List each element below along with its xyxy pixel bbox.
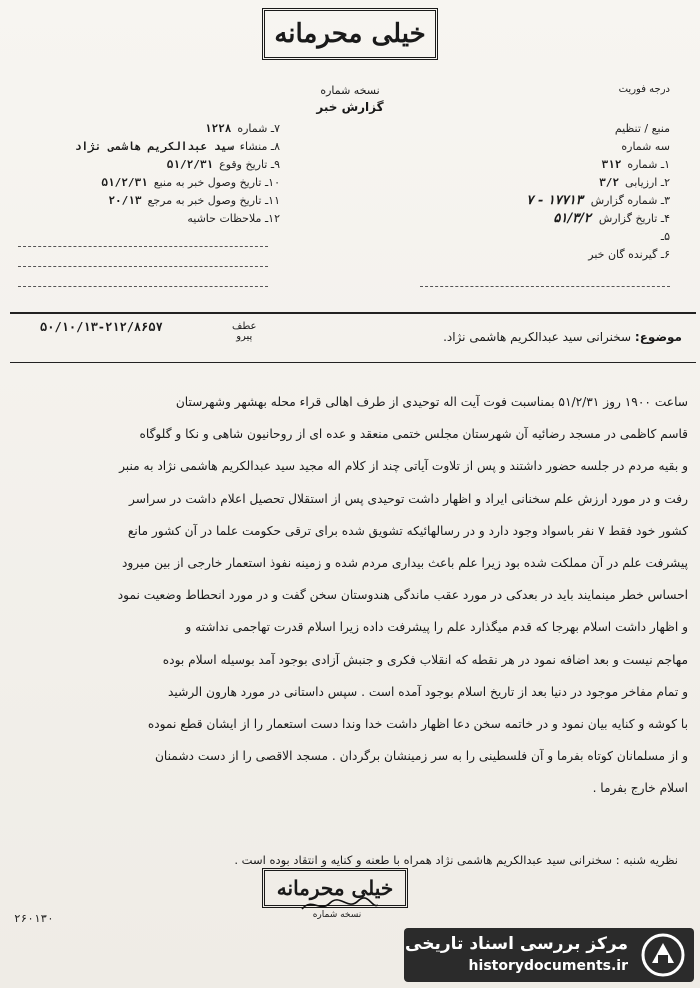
watermark-title: مرکز بررسی اسناد تاریخی (405, 934, 628, 954)
subject-label: موضوع: (634, 330, 682, 344)
blank-line (18, 246, 268, 247)
body-line: و تمام مفاخر موجود در دنیا بعد از تاریخ اسلام بوجود آمده است . سپس داستانی در مورد هارون الرشید (168, 684, 688, 699)
body-line: رفت و در مورد ارزش علم سخنانی ایراد و اظهار داشت توحیدی پس از استقلال تحصیل اعلام داشت در سراسر (129, 491, 688, 506)
field-value: ۵۱/۲/۳۱ (101, 176, 148, 189)
body-line: کشور خود فقط ۷ نفر باسواد وجود دارد و در رسالهائیکه تشویق شده برای ترقی حکومت علما در آن کشور مانع (127, 523, 688, 538)
reference-labels (232, 322, 257, 342)
field-value: ۵۱/۳/۲ (553, 211, 591, 226)
subject-line (302, 330, 682, 344)
body-line: اسلام خارج بفرما . (592, 781, 688, 796)
field-row: ۱۲ـ ملاحظات حاشیه (187, 212, 280, 225)
field-row: ۸ـ منشاء سید عبدالکریم هاشمی نژاد (20, 138, 280, 156)
field-row: ۱۰ـ تاریخ وصول خبر به منبع ۵۱/۲/۳۱ (20, 174, 280, 192)
top-stamp-text: خیلی محرمانه (274, 19, 426, 49)
report-body (12, 386, 688, 805)
field-value: ۲۰/۱۳ (108, 194, 142, 207)
field-row: ۱۱ـ تاریخ وصول خبر به مرجع ۲۰/۱۳ (20, 192, 280, 210)
subject-text: سخنرانی سید عبدالکریم هاشمی نژاد. (443, 330, 632, 344)
body-line: و اظهار داشت اسلام بهرجا که قدم میگذارد علم را پیشرفت داده زیرا اسلام قدرت تهاجمی نداشته و (185, 620, 688, 635)
archive-logo-icon (640, 933, 686, 977)
body-line: قاسم کاظمی در مسجد رضائیه آن شهرستان مجلس ختمی منعقد و عده ای از روحانیون شاهی و نکا و گلوگاه (139, 427, 688, 442)
field-row: ۹ـ تاریخ وقوع ۵۱/۲/۳۱ (20, 156, 280, 174)
field-value: ۳/۲ (599, 176, 620, 189)
field-value: ۱۷۷۱۳ - ۷ (526, 193, 583, 208)
field-row: ۵ـ (660, 230, 670, 243)
archive-watermark (404, 928, 694, 982)
report-title: گزارش خبر (316, 100, 384, 114)
blank-line (18, 286, 268, 287)
ref-label-peyro: پیرو (236, 331, 253, 342)
body-line: با کوشه و کنایه بیان نمود و در خاتمه سخن دعا اظهار داشت خدا وندا دست استعمار را از ایشان قطع نموده (147, 717, 688, 732)
header-divider (10, 312, 696, 314)
field-row: ۷ـ شماره ۱۲۲۸ (20, 120, 280, 138)
field-row: سه شماره (621, 140, 670, 153)
right-fields (410, 120, 670, 264)
body-line: احساس خطر مینمایند باید در بعدکی در مورد عقب ماندگی هندوستان سخن گفت و در مورد انحطاط وضعیت نمود (117, 588, 688, 603)
blank-line (18, 266, 268, 267)
body-line: ساعت ۱۹۰۰ روز ۵۱/۲/۳۱ بمناسبت فوت آیت اله توحیدی از طرف اهالی قراء محله بهشهر وشهرستان (175, 395, 688, 409)
body-line: و بقیه مردم در جلسه حضور داشتند و پس از تلاوت آیاتی چند از کلام اله مجید سید عبدالکریم هاشمی نژاد به منبر (119, 459, 688, 474)
field-row: ۴ـ تاریخ گزارش ۵۱/۳/۲ (553, 211, 670, 226)
field-row: ۳ـ شماره گزارش ۱۷۷۱۳ - ۷ (526, 193, 670, 208)
document-number: ۲۶۰۱۳۰ (14, 912, 54, 925)
ref-label-atf: عطف (232, 321, 257, 332)
reference-number: ۵۰/۱۰/۱۳-۲۱۲/۸۶۵۷ (40, 320, 163, 334)
field-row: ۶ـ گیرنده گان خبر (588, 248, 670, 261)
copy-number-label: نسخه شماره (320, 84, 380, 97)
watermark-url: historydocuments.ir (468, 958, 628, 974)
field-row: ۱ـ شماره ۳۱۲ (410, 156, 670, 174)
body-line: و از مسلمانان کوتاه بفرما و آن فلسطینی را به سر زمینشان برگردان . مسجد الاقصی را از دست دشمنان (154, 749, 688, 764)
subject-divider (10, 362, 696, 363)
field-value: ۳۱۲ (601, 158, 622, 171)
left-fields (20, 120, 280, 228)
source-opinion: نظریه شنبه : سخنرانی سید عبدالکریم هاشمی نژاد همراه با طعنه و کنایه و انتقاد بوده است . (234, 853, 678, 867)
field-value: سید عبدالکریم هاشمی نژاد (74, 140, 234, 153)
field-value: ۱۲۲۸ (204, 122, 232, 135)
urgency-label: درجه فوریت (618, 84, 670, 95)
body-line: مهاجم نیست و بعد اضافه نمود در هر نقطه که انقلاب فکری و جنبش آزادی بوجود آمد بوسیله اسلام بوده (162, 652, 688, 667)
field-value: ۵۱/۲/۳۱ (166, 158, 214, 171)
field-row: ۲ـ ارزیابی ۳/۲ (410, 174, 670, 192)
bottom-stamp-text: خیلی محرمانه (276, 876, 394, 900)
top-classification-stamp (262, 8, 438, 60)
body-line: پیشرفت علم در آن مملکت شده بود زیرا علم باعث بیداری مردم شده و زمینه نفوذ استعمار خارجی از بین میرود (121, 556, 688, 571)
field-row: منبع / تنظیم (614, 122, 670, 135)
blank-line (420, 286, 670, 287)
bottom-copy-label: نسخه شماره (312, 910, 362, 920)
